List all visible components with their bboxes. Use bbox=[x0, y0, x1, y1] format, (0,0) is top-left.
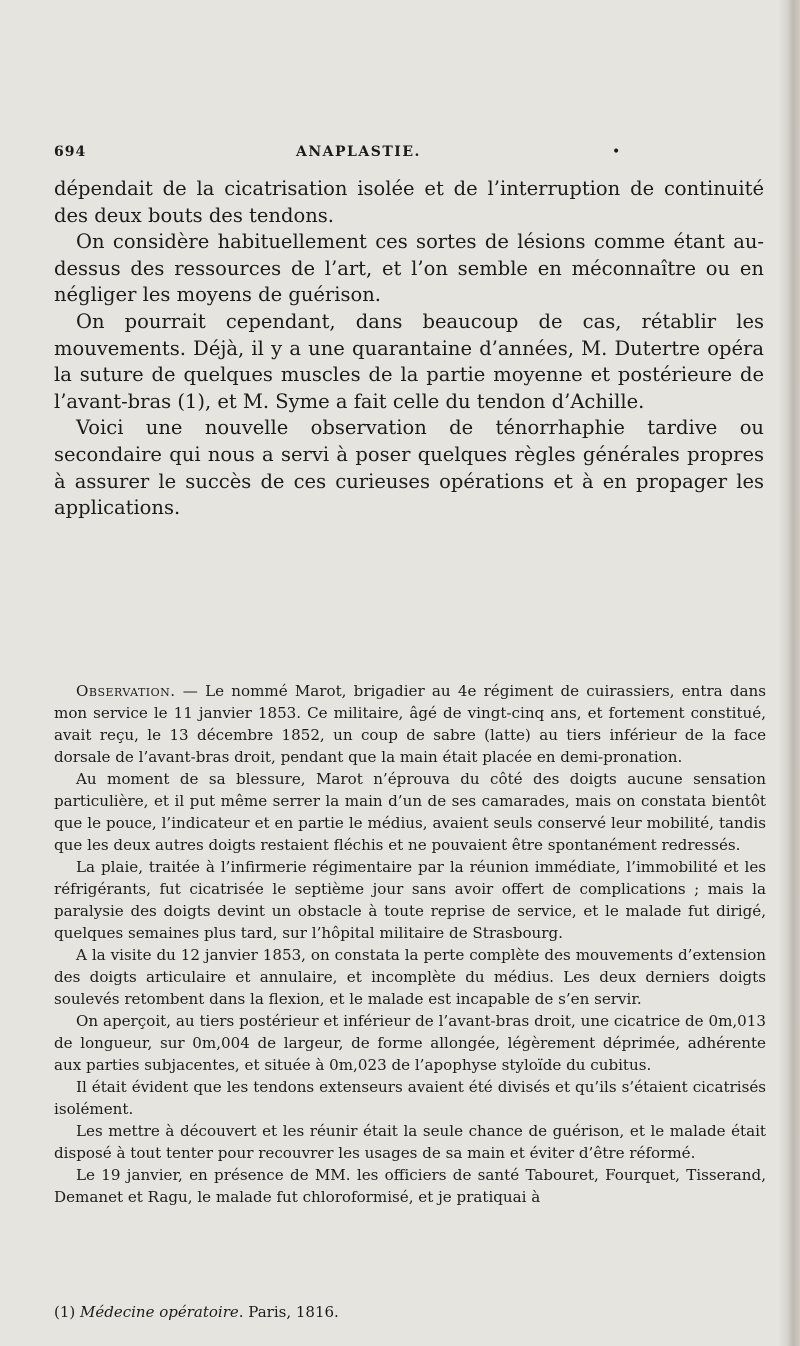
running-header bbox=[54, 144, 774, 164]
paragraph: Voici une nouvelle observation de ténorrhaphie tardive ou secondaire qui nous a servi à poser quelques règles générales propres à assurer le succès de ces curieuses opérations et à en propager les applications. bbox=[54, 416, 764, 520]
footnote bbox=[54, 1302, 766, 1322]
observation-intro-text: — Le nommé Marot, brigadier au 4e régiment de cuirassiers, entra dans mon service le 11 janvier 1853. Ce militaire, âgé de vingt-cinq ans, et fortement constitué, avait reçu, le 13 décembre 1852, un coup de sabre (latte) au tiers inférieur de la face dorsale de l’avant-bras droit, pendant que la main était placée en demi-pronation. bbox=[54, 682, 766, 766]
footnote-text: . Paris, 1816. bbox=[238, 1303, 339, 1321]
observation-section bbox=[54, 680, 766, 1208]
footnote-marker: (1) bbox=[54, 1303, 81, 1321]
page-edge-shadow bbox=[778, 0, 800, 1346]
observation-paragraph: Il était évident que les tendons extenseurs avaient été divisés et qu’ils s’étaient cicatrisés isolément. bbox=[54, 1078, 766, 1118]
observation-paragraph: On aperçoit, au tiers postérieur et inférieur de l’avant-bras droit, une cicatrice de 0m,013 de longueur, sur 0m,004 de largeur, de forme allongée, légèrement déprimée, adhérente aux parties subjacentes, et située à 0m,023 de l’apophyse styloïde du cubitus. bbox=[54, 1012, 766, 1074]
main-text bbox=[54, 176, 764, 522]
observation-paragraph: A la visite du 12 janvier 1853, on constata la perte complète des mouvements d’extension des doigts articulaire et annulaire, et incomplète du médius. Les deux derniers doigts soulevés retombent dans la flexion, et le malade est incapable de s’en servir. bbox=[54, 946, 766, 1008]
observation-paragraph bbox=[54, 680, 766, 768]
paragraph-continuation: dépendait de la cicatrisation isolée et de l’interruption de continuité des deux bouts des tendons. bbox=[54, 177, 764, 227]
running-title: ANAPLASTIE. bbox=[296, 144, 421, 160]
observation-paragraph: Au moment de sa blessure, Marot n’éprouva du côté des doigts aucune sensation particulière, et il put même serrer la main d’un de ses camarades, mais on constata bientôt que le pouce, l’indicateur et en partie le médius, avaient seuls conservé leur mobilité, tandis que les deux autres doigts restaient fléchis et ne pouvaient être spontanément redressés. bbox=[54, 770, 766, 854]
page-number: 694 bbox=[54, 144, 87, 160]
footnote-title: Médecine opératoire bbox=[80, 1303, 239, 1321]
observation-paragraph: Les mettre à découvert et les réunir était la seule chance de guérison, et le malade était disposé à tout tenter pour recouvrer les usages de sa main et éviter d’être réformé. bbox=[54, 1122, 766, 1162]
observation-label: Observation. bbox=[76, 682, 176, 700]
paragraph: On considère habituellement ces sortes de lésions comme étant au-dessus des ressources de l’art, et l’on semble en méconnaître ou en négliger les moyens de guérison. bbox=[54, 230, 764, 307]
observation-paragraph: La plaie, traitée à l’infirmerie régimentaire par la réunion immédiate, l’immobilité et les réfrigérants, fut cicatrisée le septième jour sans avoir offert de complications ; mais la paralysie des doigts devint un obstacle à toute reprise de service, et le malade fut dirigé, quelques semaines plus tard, sur l’hôpital militaire de Strasbourg. bbox=[54, 858, 766, 942]
observation-paragraph: Le 19 janvier, en présence de MM. les officiers de santé Tabouret, Fourquet, Tisserand, Demanet et Ragu, le malade fut chloroformisé, et je pratiquai à bbox=[54, 1166, 766, 1206]
paragraph: On pourrait cependant, dans beaucoup de cas, rétablir les mouvements. Déjà, il y a une quarantaine d’années, M. Dutertre opéra la suture de quelques muscles de la partie moyenne et postérieure de l’avant-bras (1), et M. Syme a fait celle du tendon d’Achille. bbox=[54, 309, 764, 413]
header-mark: • bbox=[612, 144, 622, 160]
